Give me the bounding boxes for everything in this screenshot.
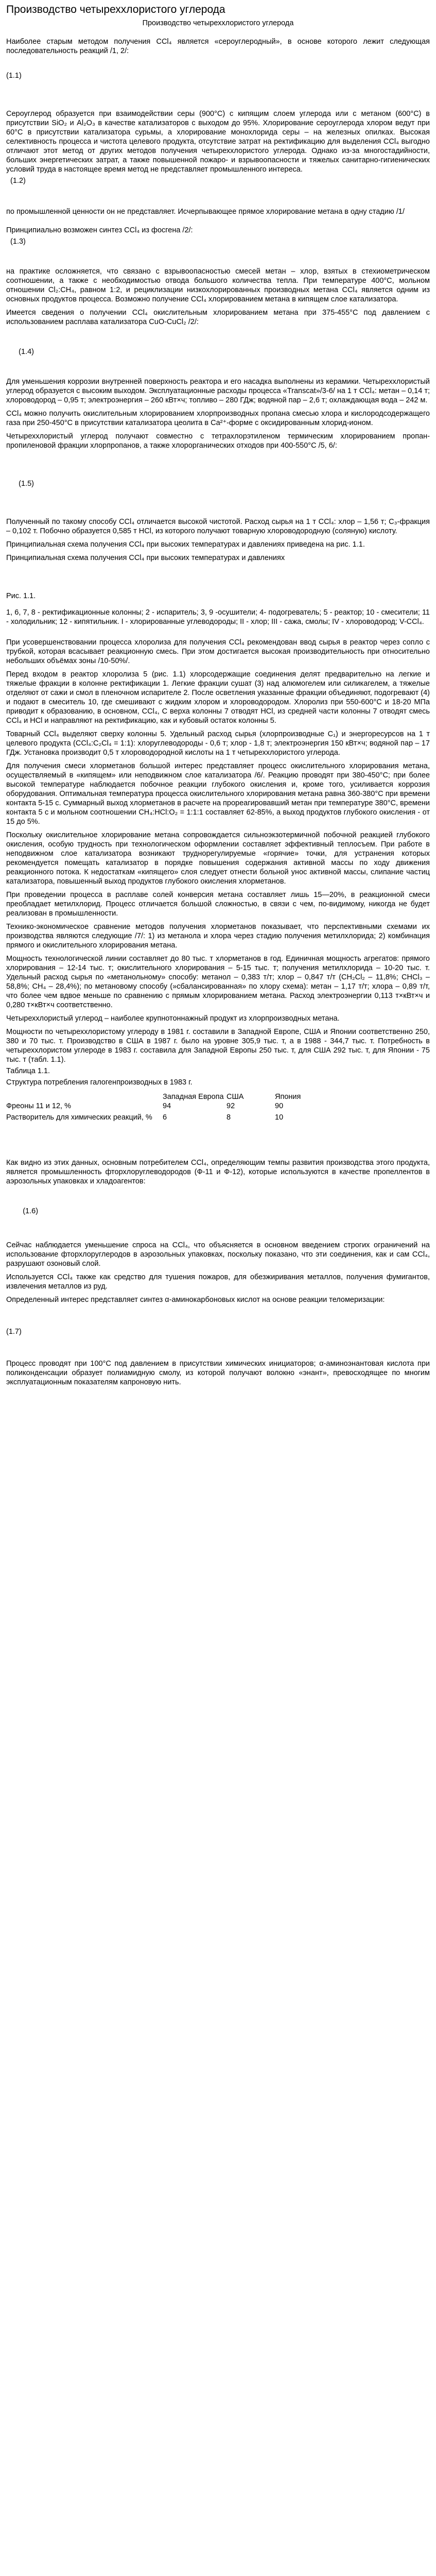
spacer bbox=[6, 450, 430, 479]
consumption-table bbox=[6, 1092, 318, 1122]
table-header-cell bbox=[6, 1092, 163, 1101]
spacer bbox=[6, 918, 430, 922]
spacer bbox=[6, 1122, 430, 1158]
table-row bbox=[6, 1111, 318, 1122]
spacer bbox=[6, 56, 430, 71]
paragraph: Четыреххлористый углерод – наиболее крупнотоннажный продукт из хлорпроизводных метана. bbox=[6, 1014, 340, 1023]
paragraph: Мощность технологической линии составляет до 80 тыс. т хлорметанов в год. Единичная мощность агрегатов: прямого хлорирования – 12-14 тыс. т; окислительного хлорирования – 5-15 тыс. т; получения метилхлорида – 10-20 тыс. т. Удельный расход сырья по «метанольному» способу: метанол – 0,383 т/т; хлор – 0,847 т/т (CH₂Cl₂ – 11,8%; CHCl₃ – 58,8%; CH₄ – 28,4%); по метановому способу (»сбалансированная» по хлору схема): метан – 1,17 т/т; хлора – 0,89 т/т, что более чем вдвое меньше по сравнению с прямым хлорированием метана. Расход электроэнергии 0,113 т×кВт×ч и 0,280 т×кВт×ч соответственно. bbox=[6, 955, 430, 1009]
table-cell: 92 bbox=[226, 1102, 235, 1110]
paragraph: Поскольку окислительное хлорирование метана сопровождается сильноэкзотермичной побочной реакцией глубокого окисления, особую трудность при технологическом оформлении составляет эффективный теплосъем. При работе в неподвижном слое катализатора возникают труднорегулируемые «горячие» точки, для устранения которых рекомендуется помещать катализатор в порядке повышения содержания активной массы по ходу движения реакционного потока. К недостаткам «кипящего» слоя следует отнести больной унос активной массы, слипание частиц катализатора, повышенный выход продуктов глубокого окисления хлорметанов. bbox=[6, 831, 430, 886]
paragraph: Определенный интерес представляет синтез α-аминокарбоновых кислот на основе реакции теломеризации: bbox=[6, 1296, 385, 1304]
spacer bbox=[6, 357, 430, 377]
spacer bbox=[6, 246, 430, 267]
paragraph: Принципиальная схема получения CCl₄ при высоких температурах и давлениях bbox=[6, 554, 285, 562]
spacer bbox=[6, 950, 430, 954]
page-title: Производство четыреххлористого углерода bbox=[6, 4, 225, 15]
spacer bbox=[6, 304, 430, 308]
equation-number: (1.7) bbox=[6, 1328, 22, 1336]
spacer bbox=[6, 185, 430, 207]
spacer bbox=[6, 1336, 430, 1359]
table-row bbox=[6, 1101, 318, 1111]
spacer bbox=[6, 216, 430, 226]
spacer bbox=[6, 80, 430, 109]
spacer bbox=[6, 886, 430, 890]
paragraph: CCl₄ можно получить окислительным хлорированием хлорпроизводных пропана смесью хлора и кислородсодержащего газа при 250-450°С в присутствии катализатора цеолита в Ca²⁺-форме с оксидированным хлорид-ионом. bbox=[6, 410, 430, 427]
paragraph: Имеется сведения о получении CCl₄ окислительным хлорированием метана при 375-455°С под давлением с использованием расплава катализатора CuO-CuCl₂ /2/: bbox=[6, 309, 430, 326]
spacer bbox=[6, 1186, 430, 1207]
spacer bbox=[6, 826, 430, 831]
paragraph: по промышленной ценности он не представляет. Исчерпывающее прямое хлорирование метана в одну стадию /1/ bbox=[6, 208, 405, 216]
spacer bbox=[6, 666, 430, 670]
equation-number: (1.3) bbox=[6, 238, 26, 246]
spacer bbox=[6, 626, 430, 638]
spacer bbox=[6, 725, 430, 730]
paragraph: Четыреххлористый углерод получают совместно с тетрахлорэтиленом термическим хлорированием пропан-пропиленовой фракции хлорпропанов, а также хлорорганических отходов при 400-550°С /5, 6/: bbox=[6, 432, 430, 450]
equation-number: (1.5) bbox=[6, 480, 34, 488]
table-cell: 6 bbox=[163, 1113, 167, 1122]
paragraph: Технико-экономическое сравнение методов получения хлорметанов показывает, что перспективными схемами их производства являются следующие /7/: 1) из метанола и хлора через стадию получения метилхлорида; 2) комбинация прямого и окислительного хлорирования метана. bbox=[6, 923, 430, 950]
paragraph: Как видно из этих данных, основным потребителем CCl₄, определяющим темпы развития производства этого продукта, является промышленность фторхлоруглеводородов (Ф-11 и Ф-12), которые используются в качестве пропеллентов в аэрозольных упаковках и хладоагентов: bbox=[6, 1159, 430, 1185]
paragraph: Полученный по такому способу CCl₄ отличается высокой чистотой. Расход сырья на 1 т CCl₄: хлор – 1,56 т; C₃-фракция – 0,102 т. Побочно образуется 0,585 т HCl, из которого получают товарную хлороводородную (соляную) кислоту. bbox=[6, 518, 430, 535]
equation-number: (1.1) bbox=[6, 72, 22, 80]
spacer bbox=[6, 601, 430, 608]
table-header-cell: США bbox=[226, 1093, 244, 1101]
spacer bbox=[6, 549, 430, 553]
document-page bbox=[6, 0, 430, 1387]
spacer bbox=[6, 1216, 430, 1241]
table-header-row bbox=[6, 1092, 318, 1101]
table-cell: 94 bbox=[163, 1102, 171, 1110]
paragraph: Сейчас наблюдается уменьшение спроса на CCl₄, что объясняется в основном введением строгих ограничений на использование фторхлоруглеродов в аэрозольных упаковках, поскольку показано, что эти соединения, как и сам CCl₄, разрушают озоновый слой. bbox=[6, 1241, 430, 1268]
table-header-cell: Япония bbox=[275, 1093, 301, 1101]
equation-number: (1.4) bbox=[6, 348, 34, 356]
spacer bbox=[6, 327, 430, 347]
paragraph: на практике осложняется, что связано с взрывоопасностью смесей метан – хлор, взятых в стехиометрическом соотношении, а также с необходимостью отвода большого количества тепла. При температуре 400°С, мольном отношении Cl₂:CH₄, равном 1:2, и рециклизации низкохлорированных производных метана CCl₄ является одним из основных продуктов процесса. Возможно получение CCl₄ хлорированием метана в кипящем слое катализатора. bbox=[6, 267, 430, 303]
paragraph: Таблица 1.1. bbox=[6, 1067, 50, 1075]
table-cell: Растворитель для химических реакций, % bbox=[6, 1113, 152, 1122]
paragraph: Принципиальная схема получения CCl₄ при высоких температурах и давлениях приведена на рис. 1.1. bbox=[6, 540, 365, 549]
page-subtitle: Производство четыреххлористого углерода bbox=[142, 19, 294, 27]
paragraph: Сероуглерод образуется при взаимодействии серы (900°С) с кипящим слоем углерода или с метаном (600°С) в присутствии SiO₂ и Al₂O₃ в качестве катализаторов с выходом до 95%. Хлорирование сероуглерода хлором ведут при 60°С в присутствии катализатора сурьмы, а хлорирование монохлорида серы – на железных опилках. Высокая селективность процесса и чистота целевого продукта, отсутствие затрат на ректификацию для выделения CCl₄ выгодно отличают этот метод от других методов получения четыреххлористого углерода. Однако из-за многостадийности, больших энергетических затрат, а также повышенной пожаро- и взрывоопасности и тяжелых санитарно-гигиенических условий труда в настоящее время метод не представляет промышленного интереса. bbox=[6, 110, 430, 174]
table-cell: 90 bbox=[275, 1102, 284, 1110]
spacer bbox=[6, 1291, 430, 1295]
document-body bbox=[6, 28, 430, 1387]
paragraph: Товарный CCl₄ выделяют сверху колонны 5. Удельный расход сырья (хлорпроизводные C₁) и энергоресурсов на 1 т целевого продукта (CCl₄:C₂Cl₄ = 1:1): хлоруглеводороды - 0,6 т; хлор - 1,8 т; электроэнергия 150 кВт×ч; водяной пар – 17 ГДж. Установка производит 0,5 т хлороводородной кислоты на 1 т четыреххлористого углерода. bbox=[6, 730, 430, 757]
paragraph: Процесс проводят при 100°С под давлением в присутствии химических инициаторов; α-аминоэнантовая кислота при поликонденсации образует полиамидную смолу, из которой получают волокно «энант», превосходящее по многим эксплуатационным показателям капроновую нить. bbox=[6, 1360, 430, 1386]
paragraph: При усовершенствовании процесса хлоролиза для получения CCl₄ рекомендован ввод сырья в реактор через сопло с трубкой, которая всасывает реакционную смесь. При этом достигается высокая производительность при относительно небольших объёмах зоны /10-50%/. bbox=[6, 638, 430, 665]
paragraph: 1, 6, 7, 8 - ректификационные колонны; 2 - испаритель; 3, 9 -осушители; 4- подогреватель; 5 - реактор; 10 - смесители; 11 - холодильник; 12 - кипятильник. I - хлорированные углеводороды; II - хлор; III - сажа, смолы; IV - хлороводород; V-CCl₄. bbox=[6, 608, 430, 626]
spacer bbox=[6, 28, 430, 37]
equation-number: (1.6) bbox=[6, 1207, 39, 1215]
spacer bbox=[6, 1304, 430, 1327]
spacer bbox=[6, 1268, 430, 1273]
spacer bbox=[6, 405, 430, 409]
paragraph: При проведении процесса в расплаве солей конверсия метана составляет лишь 15—20%, в реакционной смеси преобладает метилхлорид. Процесс отличается большой сложностью, в связи с чем, по-видимому, никогда не будет реализован в промышленности. bbox=[6, 891, 430, 918]
spacer bbox=[6, 1010, 430, 1014]
paragraph: Структура потребления галогенпроизводных в 1983 г. bbox=[6, 1078, 193, 1087]
paragraph: Наиболее старым методом получения CCl₄ является «сероуглеродный», в основе которого лежит следующая последовательность реакций /1, 2/: bbox=[6, 38, 430, 55]
paragraph: Для уменьшения коррозии внутренней поверхность реактора и его насадка выполнены из керамики. Четыреххлористый углерод образуется с высоким выходом. Эксплуатационные расходы процесса «Transcat»/3-6/ на 1 т CCl₄: метан – 0,14 т; хлороводород – 0,95 т; электроэнергия – 260 кВт×ч; топливо – 280 ГДж; водяной пар – 2,6 т; охлаждающая вода – 242 м. bbox=[6, 378, 430, 404]
paragraph: Принципиально возможен синтез CCl₄ из фосгена /2/: bbox=[6, 226, 193, 234]
table-cell: Фреоны 11 и 12, % bbox=[6, 1102, 71, 1110]
spacer bbox=[6, 488, 430, 517]
equation-number: (1.2) bbox=[6, 177, 26, 185]
spacer bbox=[6, 1087, 430, 1092]
paragraph: Для получения смеси хлорметанов большой интерес представляет процесс окислительного хлорирования метана, осуществляемый в «кипящем» или неподвижном слое катализатора /6/. Реакцию проводят при 380-450°С; при более высокой температуре наблюдается побочное реакции глубокого окисления и, кроме того, усиливается коррозия оборудования. Оптимальная температура процесса окислительного хлорирования метана равна 360-380°С при времени контакта 5-15 с. Суммарный выход хлорметанов в расчете на прореагировавший метан при температуре 380°С, времени контакта 5 с и мольном соотношении CH₄:HCl:O₂ = 1:1:1 составляет 62-85%, а выход продуктов глубокого окисления - от 15 до 5%. bbox=[6, 762, 430, 826]
spacer bbox=[6, 536, 430, 540]
paragraph: Мощности по четыреххлористому углероду в 1981 г. составили в Западной Европе, США и Японии соответственно 250, 380 и 70 тыс. т. Производство в США в 1987 г. было на уровне 305,9 тыс. т, а в 1988 - 344,7 тыс. т. Потребность в четыреххлористом углероде в 1983 г. составила для Западной Европы 250 тыс. т, для США 292 тыс. т, для Японии - 75 тыс. т (табл. 1.1). bbox=[6, 1028, 430, 1064]
table-cell: 8 bbox=[226, 1113, 231, 1122]
table-header-cell: Западная Европа bbox=[163, 1093, 224, 1101]
spacer bbox=[6, 563, 430, 591]
spacer bbox=[6, 428, 430, 432]
spacer bbox=[6, 757, 430, 761]
paragraph: Используется CCl₄ также как средство для тушения пожаров, для обезжиривания металлов, получения фумигантов, извлечения металлов из руд. bbox=[6, 1273, 430, 1291]
paragraph: Рис. 1.1. bbox=[6, 592, 36, 600]
paragraph: Перед входом в реактор хлоролиза 5 (рис. 1.1) хлорсодержащие соединения делят предварительно на легкие и тяжелые фракции в колонне ректификации 1. Легкие фракции сушат (3) над алюмогелем или силикагелем, а тяжелые отделяют от сажи и смол в пленочном испарителе 2. После осветления указанные фракции объединяют, подогревают (4) и подают в смеситель 10, где смешивают с жидким хлором и хлороводородом. Хлоролиз при 550-600°С и 18-20 МПа приводит к образованию, в основном, CCl₄, С верха колонны 7 отводят HCl, из средней части колонны 7 отводят смесь CCl₄ и HCl и направляют на ректификацию, как и кубовый остаток колонны 5. bbox=[6, 670, 430, 725]
table-cell: 10 bbox=[275, 1113, 284, 1122]
spacer bbox=[6, 1023, 430, 1027]
